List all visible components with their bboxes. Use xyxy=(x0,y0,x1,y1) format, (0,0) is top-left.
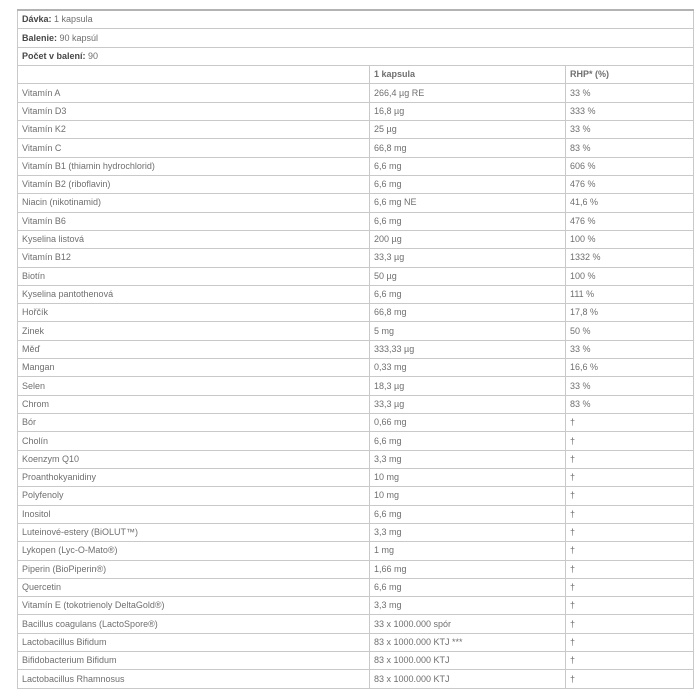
amount-cell: 0,66 mg xyxy=(370,414,566,432)
ingredient-name-cell: Quercetin xyxy=(18,578,370,596)
ingredient-name-cell: Kyselina pantothenová xyxy=(18,285,370,303)
ingredient-name-cell: Bór xyxy=(18,414,370,432)
table-row xyxy=(18,102,694,120)
amount-cell: 50 µg xyxy=(370,267,566,285)
table-row xyxy=(18,304,694,322)
table-row xyxy=(18,322,694,340)
amount-cell: 3,3 mg xyxy=(370,450,566,468)
rhp-cell: 333 % xyxy=(566,102,694,120)
ingredient-name-cell: Vitamín B2 (riboflavin) xyxy=(18,175,370,193)
amount-cell: 1 mg xyxy=(370,542,566,560)
rhp-cell: 606 % xyxy=(566,157,694,175)
rhp-cell: † xyxy=(566,670,694,689)
meta-label: Balenie: xyxy=(22,32,58,43)
table-row xyxy=(18,615,694,633)
amount-cell: 6,6 mg xyxy=(370,212,566,230)
meta-cell xyxy=(18,47,694,65)
ingredient-name-cell: Vitamín D3 xyxy=(18,102,370,120)
ingredient-name-cell: Polyfenoly xyxy=(18,487,370,505)
table-row xyxy=(18,285,694,303)
rhp-cell: 1332 % xyxy=(566,249,694,267)
rhp-cell: † xyxy=(566,633,694,651)
meta-label: Počet v balení: xyxy=(22,50,86,61)
ingredient-name-cell: Vitamín B12 xyxy=(18,249,370,267)
amount-cell: 66,8 mg xyxy=(370,304,566,322)
meta-label: Dávka: xyxy=(22,14,52,25)
table-row xyxy=(18,432,694,450)
ingredient-name-cell: Vitamín B1 (thiamin hydrochlorid) xyxy=(18,157,370,175)
amount-cell: 33,3 µg xyxy=(370,395,566,413)
amount-cell: 6,6 mg NE xyxy=(370,194,566,212)
table-row xyxy=(18,468,694,486)
ingredient-name-cell: Proanthokyanidiny xyxy=(18,468,370,486)
amount-cell: 333,33 µg xyxy=(370,340,566,358)
amount-cell: 10 mg xyxy=(370,468,566,486)
ingredient-name-cell: Inositol xyxy=(18,505,370,523)
ingredient-name-cell: Vitamín E (tokotrienoly DeltaGold®) xyxy=(18,597,370,615)
table-row xyxy=(18,377,694,395)
table-row xyxy=(18,395,694,413)
ingredient-name-cell: Hořčík xyxy=(18,304,370,322)
ingredient-name-cell: Luteinové-estery (BiOLUT™) xyxy=(18,523,370,541)
column-header-row xyxy=(18,66,694,84)
table-row xyxy=(18,633,694,651)
rhp-cell: † xyxy=(566,523,694,541)
table-row xyxy=(18,212,694,230)
rhp-cell: 17,8 % xyxy=(566,304,694,322)
table-row xyxy=(18,542,694,560)
amount-cell: 83 x 1000.000 KTJ xyxy=(370,652,566,670)
table-row xyxy=(18,359,694,377)
ingredient-name-cell: Mangan xyxy=(18,359,370,377)
amount-cell: 66,8 mg xyxy=(370,139,566,157)
ingredient-name-cell: Kyselina listová xyxy=(18,230,370,248)
rhp-cell: † xyxy=(566,597,694,615)
amount-cell: 266,4 µg RE xyxy=(370,84,566,102)
meta-cell xyxy=(18,29,694,47)
rhp-cell: 100 % xyxy=(566,267,694,285)
ingredient-name-cell: Lactobacillus Rhamnosus xyxy=(18,670,370,689)
amount-cell: 83 x 1000.000 KTJ xyxy=(370,670,566,689)
table-row xyxy=(18,414,694,432)
table-row xyxy=(18,597,694,615)
ingredient-name-cell: Vitamín B6 xyxy=(18,212,370,230)
rhp-cell: 50 % xyxy=(566,322,694,340)
rhp-cell: † xyxy=(566,414,694,432)
amount-cell: 33,3 µg xyxy=(370,249,566,267)
table-row xyxy=(18,84,694,102)
rhp-cell: 83 % xyxy=(566,139,694,157)
ingredient-name-cell: Bacillus coagulans (LactoSpore®) xyxy=(18,615,370,633)
amount-cell: 6,6 mg xyxy=(370,285,566,303)
rhp-cell: 33 % xyxy=(566,377,694,395)
table-row xyxy=(18,139,694,157)
amount-cell: 3,3 mg xyxy=(370,597,566,615)
rhp-cell: 33 % xyxy=(566,340,694,358)
amount-cell: 25 µg xyxy=(370,121,566,139)
rhp-cell: † xyxy=(566,542,694,560)
amount-cell: 6,6 mg xyxy=(370,157,566,175)
table-row xyxy=(18,487,694,505)
table-row xyxy=(18,340,694,358)
amount-cell: 6,6 mg xyxy=(370,175,566,193)
amount-cell: 6,6 mg xyxy=(370,432,566,450)
rhp-cell: † xyxy=(566,487,694,505)
rhp-cell: † xyxy=(566,652,694,670)
rhp-cell: 16,6 % xyxy=(566,359,694,377)
table-row xyxy=(18,670,694,689)
meta-row xyxy=(18,10,694,29)
amount-cell: 33 x 1000.000 spór xyxy=(370,615,566,633)
empty-header-cell xyxy=(18,66,370,84)
rhp-cell: 41,6 % xyxy=(566,194,694,212)
meta-row xyxy=(18,47,694,65)
rhp-cell: 33 % xyxy=(566,121,694,139)
rhp-cell: † xyxy=(566,432,694,450)
table-row xyxy=(18,175,694,193)
meta-row xyxy=(18,29,694,47)
ingredient-name-cell: Chrom xyxy=(18,395,370,413)
amount-cell: 10 mg xyxy=(370,487,566,505)
amount-cell: 3,3 mg xyxy=(370,523,566,541)
ingredient-name-cell: Bifidobacterium Bifidum xyxy=(18,652,370,670)
table-row xyxy=(18,230,694,248)
meta-value: 90 xyxy=(88,50,99,61)
amount-cell: 6,6 mg xyxy=(370,578,566,596)
ingredient-name-cell: Měď xyxy=(18,340,370,358)
table-row xyxy=(18,450,694,468)
ingredient-name-cell: Biotín xyxy=(18,267,370,285)
ingredient-name-cell: Lykopen (Lyc-O-Mato®) xyxy=(18,542,370,560)
amount-cell: 18,3 µg xyxy=(370,377,566,395)
amount-cell: 5 mg xyxy=(370,322,566,340)
ingredient-name-cell: Lactobacillus Bifidum xyxy=(18,633,370,651)
ingredient-name-cell: Zinek xyxy=(18,322,370,340)
rhp-cell: 83 % xyxy=(566,395,694,413)
rhp-cell: † xyxy=(566,578,694,596)
meta-value: 1 kapsula xyxy=(54,14,93,25)
ingredient-name-cell: Niacin (nikotinamid) xyxy=(18,194,370,212)
meta-cell xyxy=(18,10,694,29)
table-row xyxy=(18,560,694,578)
table-row xyxy=(18,194,694,212)
rhp-cell: † xyxy=(566,468,694,486)
ingredient-name-cell: Vitamín K2 xyxy=(18,121,370,139)
table-row xyxy=(18,505,694,523)
column-header-amount: 1 kapsula xyxy=(370,66,566,84)
table-row xyxy=(18,121,694,139)
table-row xyxy=(18,249,694,267)
column-header-rhp: RHP* (%) xyxy=(566,66,694,84)
rhp-cell: † xyxy=(566,505,694,523)
rhp-cell: 476 % xyxy=(566,212,694,230)
amount-cell: 16,8 µg xyxy=(370,102,566,120)
rhp-cell: † xyxy=(566,450,694,468)
ingredient-name-cell: Koenzym Q10 xyxy=(18,450,370,468)
table-row xyxy=(18,652,694,670)
meta-value: 90 kapsúl xyxy=(59,32,99,43)
rhp-cell: 33 % xyxy=(566,84,694,102)
rhp-cell: 100 % xyxy=(566,230,694,248)
nutrition-table xyxy=(17,9,694,689)
rhp-cell: 111 % xyxy=(566,285,694,303)
rhp-cell: † xyxy=(566,560,694,578)
ingredient-name-cell: Selen xyxy=(18,377,370,395)
nutrition-table-body xyxy=(18,10,694,689)
amount-cell: 83 x 1000.000 KTJ *** xyxy=(370,633,566,651)
table-row xyxy=(18,267,694,285)
rhp-cell: 476 % xyxy=(566,175,694,193)
ingredient-name-cell: Vitamín C xyxy=(18,139,370,157)
table-row xyxy=(18,523,694,541)
ingredient-name-cell: Piperin (BioPiperin®) xyxy=(18,560,370,578)
amount-cell: 6,6 mg xyxy=(370,505,566,523)
ingredient-name-cell: Cholín xyxy=(18,432,370,450)
amount-cell: 1,66 mg xyxy=(370,560,566,578)
rhp-cell: † xyxy=(566,615,694,633)
amount-cell: 0,33 mg xyxy=(370,359,566,377)
table-row xyxy=(18,578,694,596)
table-row xyxy=(18,157,694,175)
amount-cell: 200 µg xyxy=(370,230,566,248)
ingredient-name-cell: Vitamín A xyxy=(18,84,370,102)
